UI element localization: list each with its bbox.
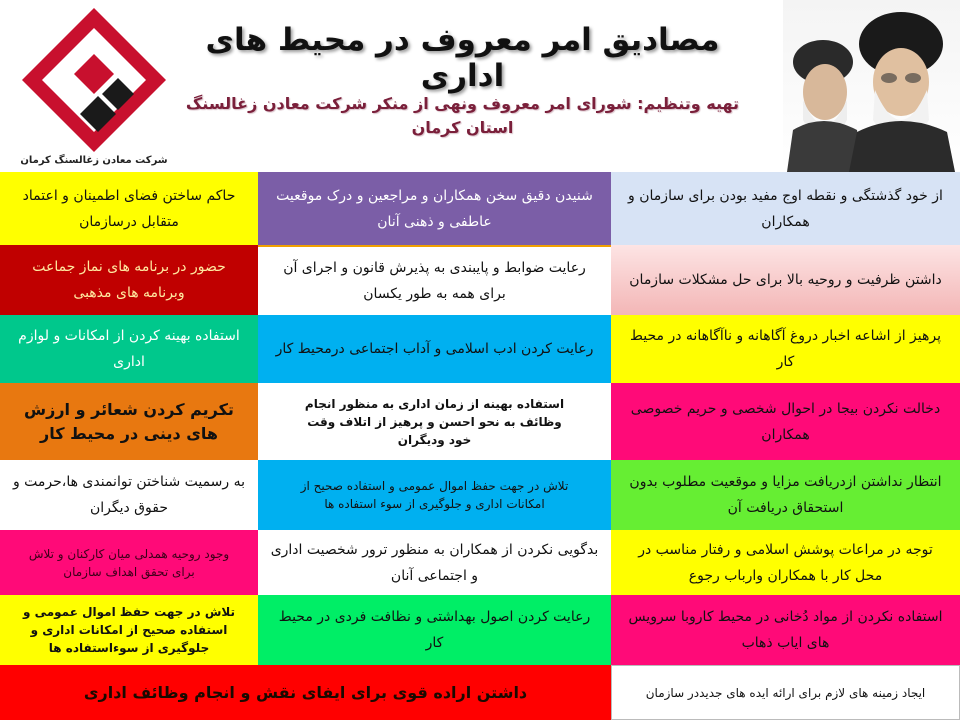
- item-selflessness: از خود گذشتگی و نقطه اوج مفید بودن برای سازمان و همکاران: [611, 172, 960, 245]
- item-strong-will: داشتن اراده قوی برای ایفای نقش و انجام وظائف اداری: [0, 665, 611, 720]
- item-trust: حاکم ساختن فضای اطمینان و اعتماد متقابل درسازمان: [0, 172, 258, 245]
- item-hygiene: رعایت کردن اصول بهداشتی و نظافت فردی در محیط کار: [258, 595, 611, 665]
- subtitle-line-1: تهیه وتنظیم: شورای امر معروف ونهی از منکر شرکت معادن زغالسنگ: [185, 94, 740, 113]
- item-islamic-dress: توجه در مراعات پوشش اسلامی و رفتار مناسب در محل کار با همکاران وارباب رجوع: [611, 530, 960, 595]
- company-logo: [14, 4, 174, 166]
- item-capacity: داشتن ظرفیت و روحیه بالا برای حل مشکلات سازمان: [611, 245, 960, 315]
- item-time: استفاده بهینه از زمان اداری به منظور انجام وظائف به نحو احسن و پرهیز از اتلاف وقت خود وديگران: [258, 383, 611, 460]
- item-no-rumors: پرهیز از اشاعه اخبار دروغ آگاهانه و ناآگاهانه در محیط کار: [611, 315, 960, 383]
- page-title: مصادیق امر معروف در محیط های اداری: [205, 22, 720, 94]
- item-protect-property: تلاش در جهت حفظ اموال عمومی و استفاده صحیح از امکانات اداری و جلوگیری از سوء استفاده ها: [258, 460, 611, 530]
- item-manners: رعایت کردن ادب اسلامی و آداب اجتماعی درمحیط کار: [258, 315, 611, 383]
- item-optimal-use: استفاده بهینه کردن از امکانات و لوازم اداری: [0, 315, 258, 383]
- logo-caption: شرکت معادن زغالسنگ کرمان: [20, 155, 168, 166]
- item-new-ideas: ایجاد زمینه های لازم برای ارائه ایده های جدیددر سازمان: [611, 665, 960, 720]
- item-respect-rights: به رسمیت شناختن توانمندی ها،حرمت و حقوق دیگران: [0, 460, 258, 530]
- item-honoring-rites: تکریم کردن شعائر و ارزش های دینی در محیط کار: [0, 383, 258, 460]
- item-empathy: وجود روحیه همدلی میان کارکنان و تلاش برای تحقق اهداف سازمان: [0, 530, 258, 595]
- item-no-undeserved: انتظار نداشتن ازدریافت مزایا و موقعیت مطلوب بدون استحقاق دریافت آن: [611, 460, 960, 530]
- item-listening: شنیدن دقیق سخن همکاران و مراجعین و درک موقعیت عاطفی و ذهنی آنان: [258, 172, 611, 245]
- item-no-smoking: استفاده نکردن از مواد دُخانی در محیط کاروبا سرویس های ایاب ذهاب: [611, 595, 960, 665]
- item-rules: رعایت ضوابط و پایبندی به پذیرش قانون و اجرای آن برای همه به طور یکسان: [258, 245, 611, 315]
- page-subtitle: [185, 92, 740, 140]
- item-privacy: دخالت نکردن بیجا در احوال شخصی و حریم خصوصی همکاران: [611, 383, 960, 460]
- leaders-portrait-image: [783, 0, 960, 172]
- subtitle-line-2: استان کرمان: [411, 118, 514, 137]
- header: [0, 0, 960, 172]
- item-no-backbiting: بدگویی نکردن از همکاران به منظور ترور شخصیت اداری و اجتماعی آنان: [258, 530, 611, 595]
- item-prayer: حضور در برنامه های نماز جماعت وبرنامه های مذهبی: [0, 245, 258, 315]
- item-protect-property-2: تلاش در جهت حفظ اموال عمومی و استفاده صحیح از امکانات اداری و جلوگیری از سوءاستفاده ها: [0, 595, 258, 665]
- logo-diamond-icon: [14, 4, 174, 152]
